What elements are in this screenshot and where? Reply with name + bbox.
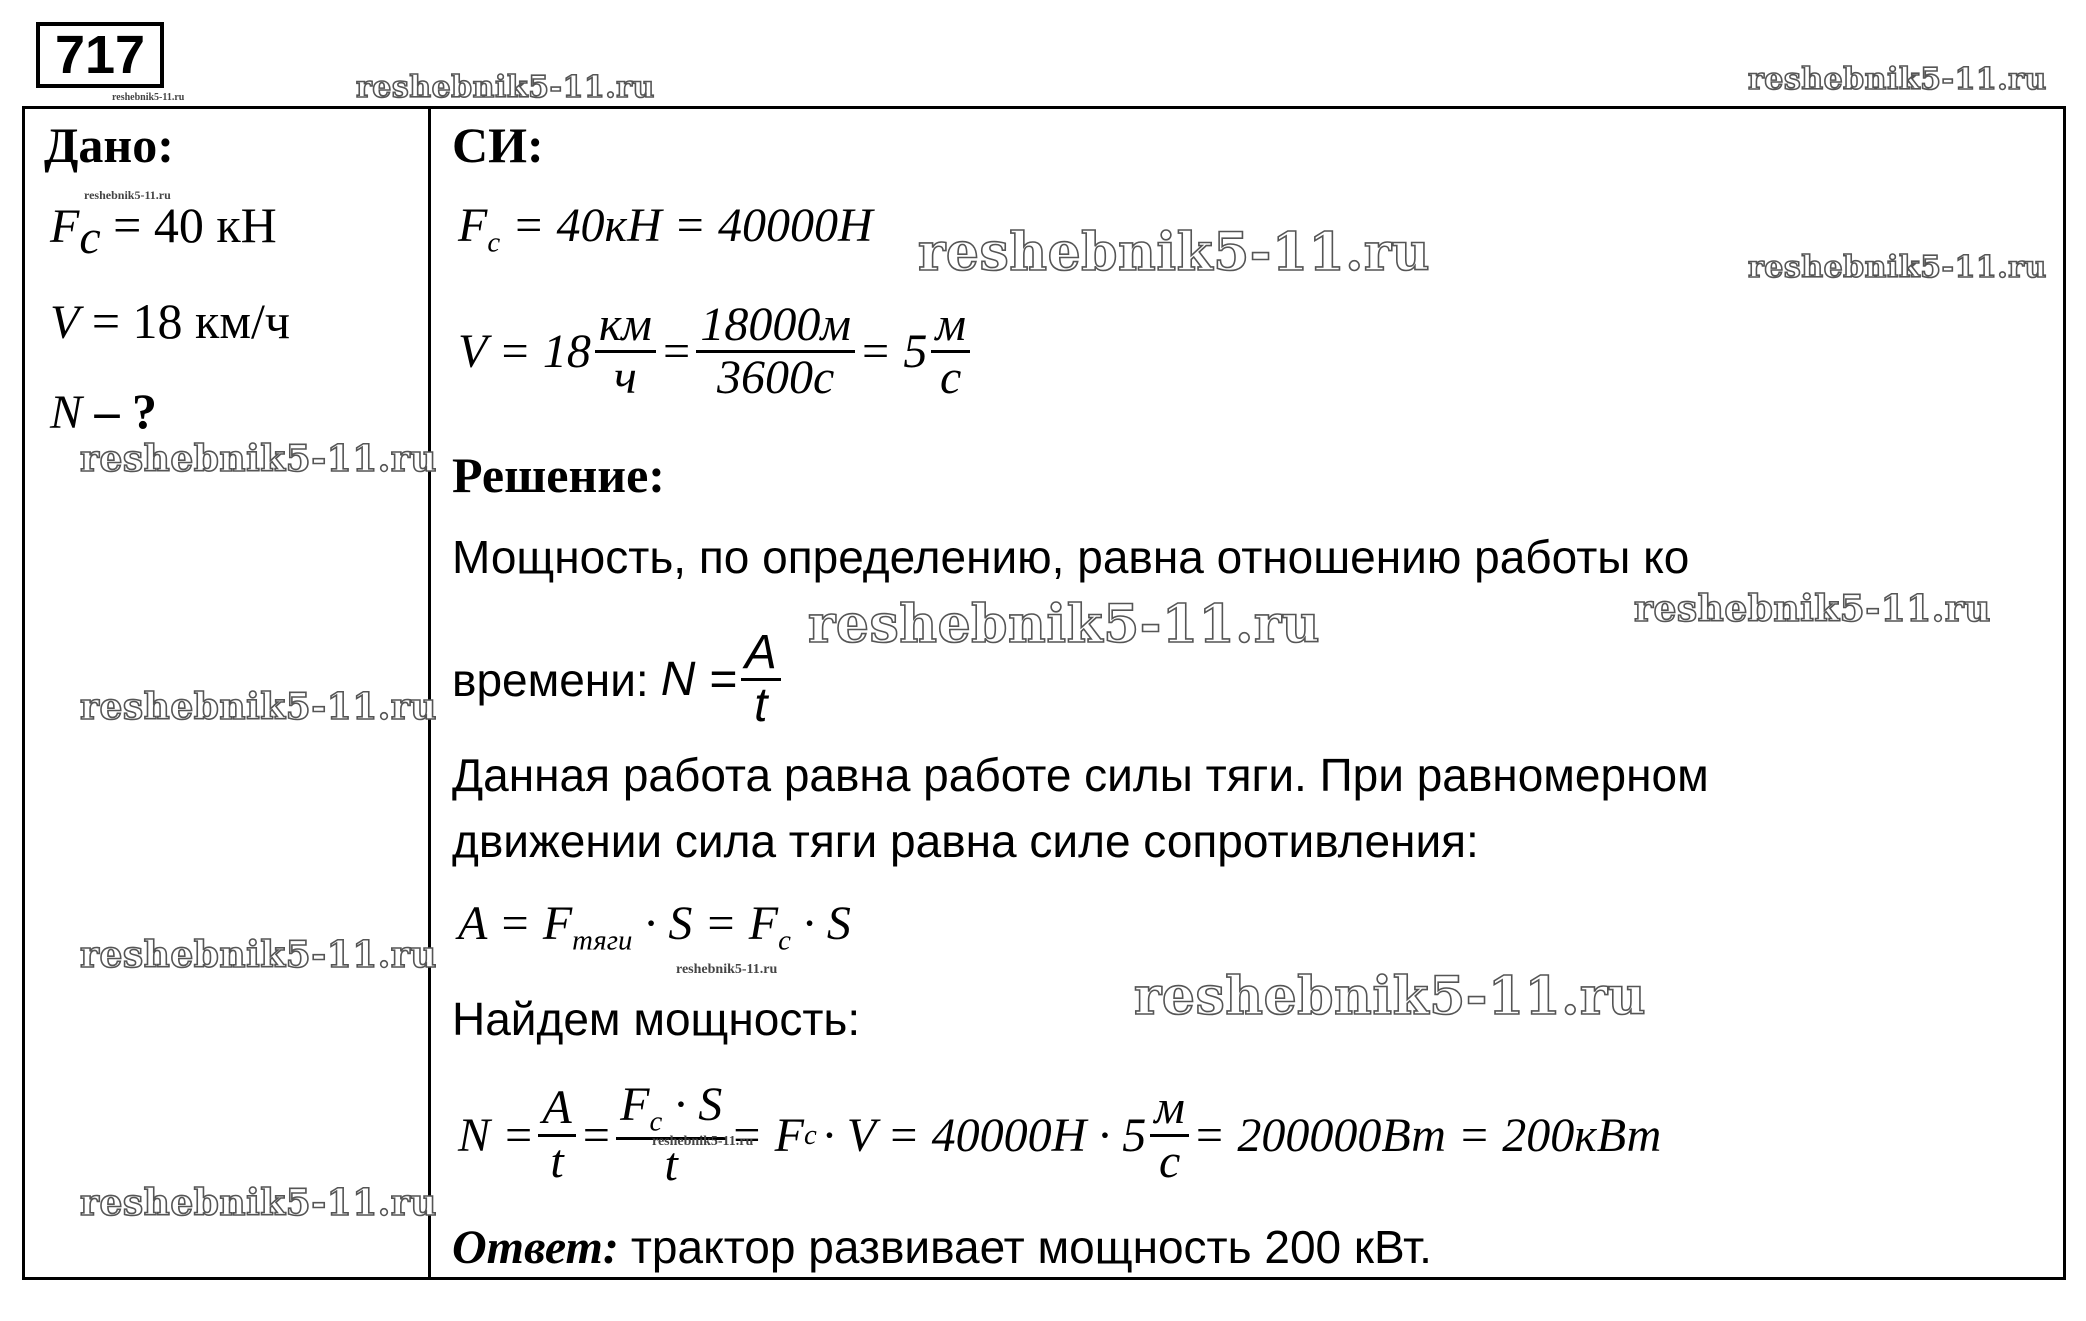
given-speed: V = 18 км/ч <box>50 293 290 349</box>
watermark: reshebnik5-11.ru <box>652 1134 754 1149</box>
si-speed-line: V = 18 $\frac{км}{ч}$ = $\frac{18000м}{3600с}$ = 5 $\frac{м}{с}$ <box>458 300 974 404</box>
watermark: reshebnik5-11.ru <box>1134 966 1647 1027</box>
watermark: reshebnik5-11.ru <box>1634 588 1991 630</box>
watermark: reshebnik5-11.ru <box>808 594 1321 655</box>
watermark: reshebnik5-11.ru <box>84 188 171 202</box>
answer-line: Ответ: трактор развивает мощность 200 кВт. <box>452 1221 1432 1274</box>
work-formula: $A = F_{тяги} \cdot S = F_c \cdot S$ <box>458 897 851 957</box>
watermark: reshebnik5-11.ru <box>676 962 778 977</box>
watermark: reshebnik5-11.ru <box>1748 250 2047 285</box>
solution-para2-line1: Данная работа равна работе силы тяги. При равномерном <box>452 749 1709 801</box>
si-force-line: $F_c = 40кН = 40000Н$ <box>458 199 873 259</box>
given-heading: Дано: <box>44 117 174 173</box>
final-formula: N = $\frac{A}{t}$ = $\frac{F_c \cdot S}{t}$ = F c · V = 40000Н · 5 $\frac{м}{с}$ = 200000Вт = 200кВт <box>458 1078 1662 1191</box>
given-force: $F_c = 40$ кН <box>50 197 277 264</box>
watermark: reshebnik5-11.ru <box>112 92 185 103</box>
watermark: reshebnik5-11.ru <box>80 1182 437 1224</box>
solution-para1-line2: времени: N = $\frac{A}{t}$ <box>452 628 785 732</box>
solution-para2-line2: движении сила тяги равна силе сопротивления: <box>452 815 1479 867</box>
watermark: reshebnik5-11.ru <box>80 686 437 728</box>
solution-heading: Решение: <box>452 447 665 503</box>
watermark: reshebnik5-11.ru <box>356 70 655 105</box>
given-unknown: N – ? <box>50 383 158 439</box>
watermark: reshebnik5-11.ru <box>80 438 437 480</box>
watermark: reshebnik5-11.ru <box>1748 62 2047 97</box>
solution-para3: Найдем мощность: <box>452 993 861 1045</box>
solution-para1-line1: Мощность, по определению, равна отношению работы ко <box>452 531 1690 583</box>
watermark: reshebnik5-11.ru <box>80 934 437 976</box>
problem-number: 717 <box>36 22 164 88</box>
watermark: reshebnik5-11.ru <box>918 222 1431 283</box>
si-heading: СИ: <box>452 117 544 173</box>
